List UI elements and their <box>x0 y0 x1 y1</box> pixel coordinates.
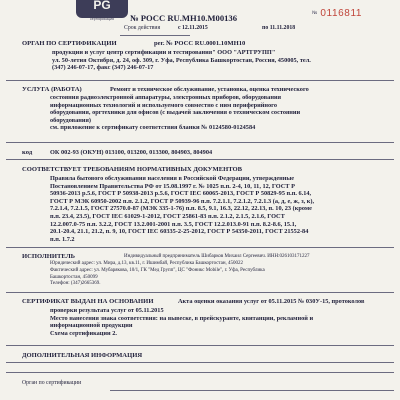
organ-reg: рег. № РОСС RU.0001.10МН10 <box>154 40 246 47</box>
service-underline <box>6 142 394 143</box>
requirements-line: п.п. 23.4, 23.5), ГОСТ IEC 61029-1-2012, ГОСТ 25861-83 п.п. 2.1.2, 2.1.5, 2.1.6, ГОСТ <box>50 212 285 220</box>
requirements-line: 20.1-20.4, 21.1, 21.2, п. 9, 10, ГОСТ IEC 60335-2-25-2012, ГОСТ Р 54350-2011, ГОСТ 21552-84 <box>50 228 309 236</box>
contractor-line: Фактический адрес: ул. Мубарякова, 10/1, ГК "Мед Групп", ЦС "Фоникс Mobile", г. Уфа, Республика <box>50 267 265 273</box>
basis-heading: СЕРТИФИКАТ ВЫДАН НА ОСНОВАНИИ <box>22 298 154 305</box>
organ-line: (347) 246-07-17, факс (347) 246-07-17 <box>52 64 154 72</box>
codes-underline <box>6 159 394 160</box>
service-text <box>50 94 384 132</box>
organ-heading: ОРГАН ПО СЕРТИФИКАЦИИ <box>22 40 117 47</box>
requirements-heading: СООТВЕТСТВУЕТ ТРЕБОВАНИЯМ НОРМАТИВНЫХ ДОКУМЕНТОВ <box>22 166 243 173</box>
requirements-line: Правила бытового обслуживания населения в Российской Федерации, утвержденные <box>50 175 295 182</box>
organ-text <box>52 49 388 72</box>
contractor-first-line: Индивидуальный предприниматель Шибарков Михаил Сергеевич. ИНН:026103171227 <box>124 254 310 259</box>
organ-underline <box>6 80 394 81</box>
service-line: оборудования, оргтехники для офисов (с выдачей заключения о техническом состоянии <box>50 109 301 117</box>
codes-text: ОК 002-93 (ОКУН) 013100, 013200, 013300, 804903, 804904 <box>50 149 213 156</box>
contractor-text <box>50 261 384 288</box>
logo-subtitle: сертификация <box>90 17 114 21</box>
requirements-line: 7.2.1.4, 7.2.1.5, ГОСТ 27570.0-87 (МЭК 335-1-76) п.п. 8.5, 9.1, 16.3, 22.12, 22.13, п. 10, 23 (кроме <box>50 205 312 213</box>
logo-mark: PG <box>93 0 111 12</box>
requirements-line: ГОСТ Р МЭК 60950-2002 п.п. 2.1.2, ГОСТ Р 50939-96 п.п. 7.2.1.1, 7.2.1.2, 7.2.1.3 (а, д, е, ж, з, к), <box>50 197 315 205</box>
contractor-heading: ИСПОЛНИТЕЛЬ <box>22 253 75 260</box>
serial-number <box>312 8 362 19</box>
serial-prefix: № <box>312 10 318 17</box>
signature-line <box>110 390 394 391</box>
service-line: информационных технологий и используемого совместно с ним периферийного <box>50 101 278 109</box>
requirements-line: 12.2.007.0-75 п.п. 3.2.2, ГОСТ 13.2.001-2001 п.п. 3.5, ГОСТ 12.2.013.0-91 п.п. 8.2-8.6, 15.1, <box>50 220 297 228</box>
requirements-line: п.п. 1.7.2 <box>50 235 75 243</box>
contractor-line: Телефон: (347)2665369. <box>50 281 101 287</box>
codes-label: код <box>22 149 33 156</box>
additional-underline-2 <box>6 372 394 373</box>
basis-line: проверки результата услуг от 05.11.2015 <box>50 307 164 314</box>
organ-line: ул. 50-летия Октября, д. 24, оф. 309, г. Уфа, Республика Башкортостан, Россия, 450005, тел. <box>52 56 311 64</box>
serial-value: 0116811 <box>320 8 363 19</box>
contractor-line: Башкортостан, 450099 <box>50 274 98 280</box>
validity-label: Срок действия <box>124 25 161 31</box>
basis-text <box>50 307 384 337</box>
requirements-underline <box>6 247 394 248</box>
validity-from: с 12.11.2015 <box>178 25 208 31</box>
validity-underline <box>120 35 190 36</box>
organ-line: продукции и услуг центр сертификации и тестирования" ООО "АРТГРУПП" <box>52 49 276 56</box>
additional-underline <box>6 362 394 363</box>
basis-line: Схема сертификации 2. <box>50 329 117 337</box>
contractor-underline <box>6 292 394 293</box>
contractor-line: Юридический адрес: ул. Мира, д.13, кв.11, г. Ишимбай, Республика Башкортостан, 450022 <box>50 261 244 266</box>
certification-logo <box>76 0 128 18</box>
certificate-number: № РОСС RU.МН10.М00136 <box>130 13 238 23</box>
basis-line: информационной продукции <box>50 322 133 330</box>
requirements-text <box>50 175 384 243</box>
basis-underline <box>6 345 394 346</box>
stamp-caption: Орган по сертификации <box>22 380 82 386</box>
additional-heading: ДОПОЛНИТЕЛЬНАЯ ИНФОРМАЦИЯ <box>22 352 143 359</box>
validity-to: по 11.11.2018 <box>262 25 296 31</box>
service-line: оборудования) <box>50 116 92 124</box>
service-line: состояния радиоэлектронной аппаратуры, электронных приборов, оборудования <box>50 94 281 101</box>
service-line: см. приложение к сертификату соответствия бланки № 0124580-0124584 <box>50 124 256 132</box>
basis-first-line: Акта оценки оказания услуг от 05.11.2015 № 030У-15, протоколов <box>178 298 365 305</box>
requirements-line: Постановлением Правительства РФ от 15.08.1997 г. № 1025 п.п. 2-4, 10, 11, 12, ГОСТ Р <box>50 182 295 190</box>
service-heading: УСЛУГА (РАБОТА) <box>22 86 82 93</box>
service-first-line: Ремонт и техническое обслуживание, установка, оценка технического <box>110 86 309 93</box>
basis-line: Место нанесения знака соответствия: на вывеске, в прейскуранте, квитанции, рекламной и <box>50 314 314 322</box>
requirements-line: 50936-2013 р.5.6, ГОСТ Р 50938-2013 р.5.6, ГОСТ IEC 60065-2013, ГОСТ Р 50829-95 п.п. 6.14, <box>50 190 312 198</box>
